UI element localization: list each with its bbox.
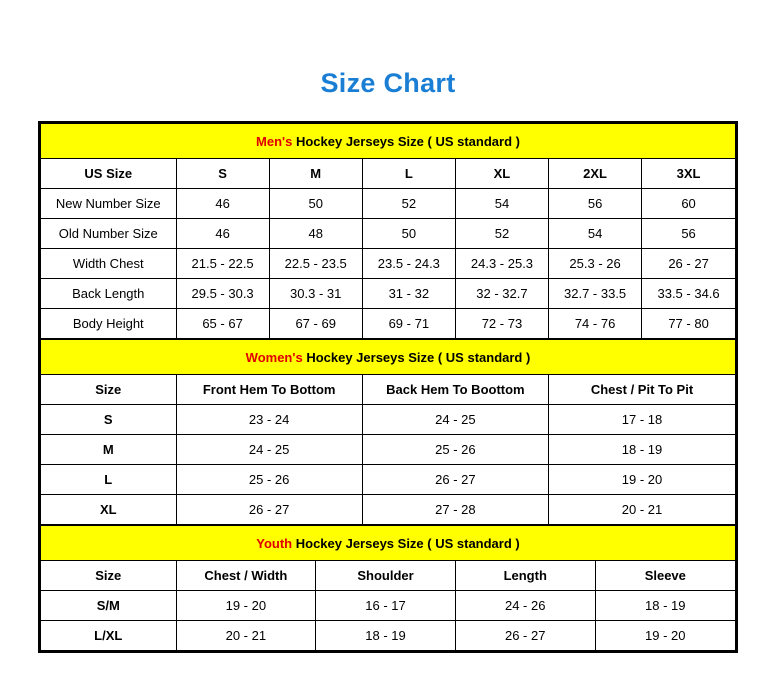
table-cell: 16 - 17 <box>316 591 456 621</box>
womens-banner-accent: Women's <box>245 349 303 365</box>
table-cell: 69 - 71 <box>362 309 455 339</box>
table-row <box>41 621 736 651</box>
table-cell: 74 - 76 <box>549 309 642 339</box>
table-cell: 24.3 - 25.3 <box>455 249 548 279</box>
column-header: XL <box>455 159 548 189</box>
column-header: Shoulder <box>316 561 456 591</box>
youth-banner-rest: Hockey Jerseys Size ( US standard ) <box>292 535 520 551</box>
section-banner-row <box>41 124 736 159</box>
table-cell: 52 <box>362 189 455 219</box>
table-cell: 19 - 20 <box>595 621 735 651</box>
table-cell: 48 <box>269 219 362 249</box>
table-cell: 60 <box>642 189 736 219</box>
mens-banner-rest: Hockey Jerseys Size ( US standard ) <box>292 133 520 149</box>
column-header: Chest / Pit To Pit <box>549 375 736 405</box>
table-row <box>41 219 736 249</box>
mens-size-table <box>40 123 736 339</box>
table-cell: 26 - 27 <box>642 249 736 279</box>
table-cell: 26 - 27 <box>176 495 362 525</box>
table-cell: 72 - 73 <box>455 309 548 339</box>
table-cell: 24 - 25 <box>176 435 362 465</box>
table-cell: 26 - 27 <box>362 465 548 495</box>
table-cell: 50 <box>269 189 362 219</box>
row-label: S/M <box>41 591 177 621</box>
row-label: L/XL <box>41 621 177 651</box>
table-cell: 19 - 20 <box>176 591 316 621</box>
table-cell: 21.5 - 22.5 <box>176 249 269 279</box>
table-cell: 32.7 - 33.5 <box>549 279 642 309</box>
section-banner-row <box>41 526 736 561</box>
row-label: Width Chest <box>41 249 177 279</box>
row-label: Back Length <box>41 279 177 309</box>
column-header: US Size <box>41 159 177 189</box>
table-cell: 24 - 26 <box>455 591 595 621</box>
column-header: L <box>362 159 455 189</box>
table-cell: 46 <box>176 189 269 219</box>
table-cell: 20 - 21 <box>176 621 316 651</box>
youth-banner-accent: Youth <box>256 535 293 551</box>
table-cell: 24 - 25 <box>362 405 548 435</box>
row-label: Old Number Size <box>41 219 177 249</box>
table-cell: 23.5 - 24.3 <box>362 249 455 279</box>
table-row <box>41 279 736 309</box>
womens-size-table <box>40 339 736 525</box>
table-cell: 29.5 - 30.3 <box>176 279 269 309</box>
table-cell: 25.3 - 26 <box>549 249 642 279</box>
column-header: Size <box>41 561 177 591</box>
page-title: Size Chart <box>320 68 456 98</box>
table-cell: 54 <box>455 189 548 219</box>
table-header-row <box>41 375 736 405</box>
section-banner-row <box>41 340 736 375</box>
table-row <box>41 249 736 279</box>
table-cell: 27 - 28 <box>362 495 548 525</box>
womens-section-banner <box>41 340 736 375</box>
table-cell: 65 - 67 <box>176 309 269 339</box>
table-header-row <box>41 561 736 591</box>
row-label: M <box>41 435 177 465</box>
table-row <box>41 189 736 219</box>
column-header: Sleeve <box>595 561 735 591</box>
youth-section-banner <box>41 526 736 561</box>
column-header: Size <box>41 375 177 405</box>
table-cell: 23 - 24 <box>176 405 362 435</box>
table-cell: 25 - 26 <box>176 465 362 495</box>
womens-banner-rest: Hockey Jerseys Size ( US standard ) <box>302 349 531 365</box>
column-header: Back Hem To Boottom <box>362 375 548 405</box>
column-header: 2XL <box>549 159 642 189</box>
mens-banner-accent: Men's <box>256 133 293 149</box>
table-cell: 77 - 80 <box>642 309 736 339</box>
table-row <box>41 435 736 465</box>
row-label: XL <box>41 495 177 525</box>
table-cell: 19 - 20 <box>549 465 736 495</box>
table-cell: 52 <box>455 219 548 249</box>
column-header: S <box>176 159 269 189</box>
table-cell: 18 - 19 <box>595 591 735 621</box>
youth-size-table <box>40 525 736 651</box>
size-chart <box>38 121 738 653</box>
table-cell: 32 - 32.7 <box>455 279 548 309</box>
column-header: M <box>269 159 362 189</box>
table-cell: 26 - 27 <box>455 621 595 651</box>
table-cell: 18 - 19 <box>316 621 456 651</box>
table-cell: 50 <box>362 219 455 249</box>
table-cell: 31 - 32 <box>362 279 455 309</box>
column-header: Front Hem To Bottom <box>176 375 362 405</box>
column-header: Length <box>455 561 595 591</box>
table-header-row <box>41 159 736 189</box>
table-cell: 54 <box>549 219 642 249</box>
row-label: S <box>41 405 177 435</box>
table-row <box>41 591 736 621</box>
row-label: New Number Size <box>41 189 177 219</box>
table-row <box>41 405 736 435</box>
table-cell: 20 - 21 <box>549 495 736 525</box>
table-cell: 17 - 18 <box>549 405 736 435</box>
table-cell: 56 <box>549 189 642 219</box>
table-cell: 33.5 - 34.6 <box>642 279 736 309</box>
table-cell: 46 <box>176 219 269 249</box>
table-cell: 67 - 69 <box>269 309 362 339</box>
column-header: Chest / Width <box>176 561 316 591</box>
table-row <box>41 465 736 495</box>
mens-section-banner <box>41 124 736 159</box>
table-cell: 30.3 - 31 <box>269 279 362 309</box>
table-cell: 56 <box>642 219 736 249</box>
column-header: 3XL <box>642 159 736 189</box>
table-cell: 22.5 - 23.5 <box>269 249 362 279</box>
table-row <box>41 309 736 339</box>
row-label: Body Height <box>41 309 177 339</box>
table-cell: 18 - 19 <box>549 435 736 465</box>
table-cell: 25 - 26 <box>362 435 548 465</box>
table-row <box>41 495 736 525</box>
row-label: L <box>41 465 177 495</box>
